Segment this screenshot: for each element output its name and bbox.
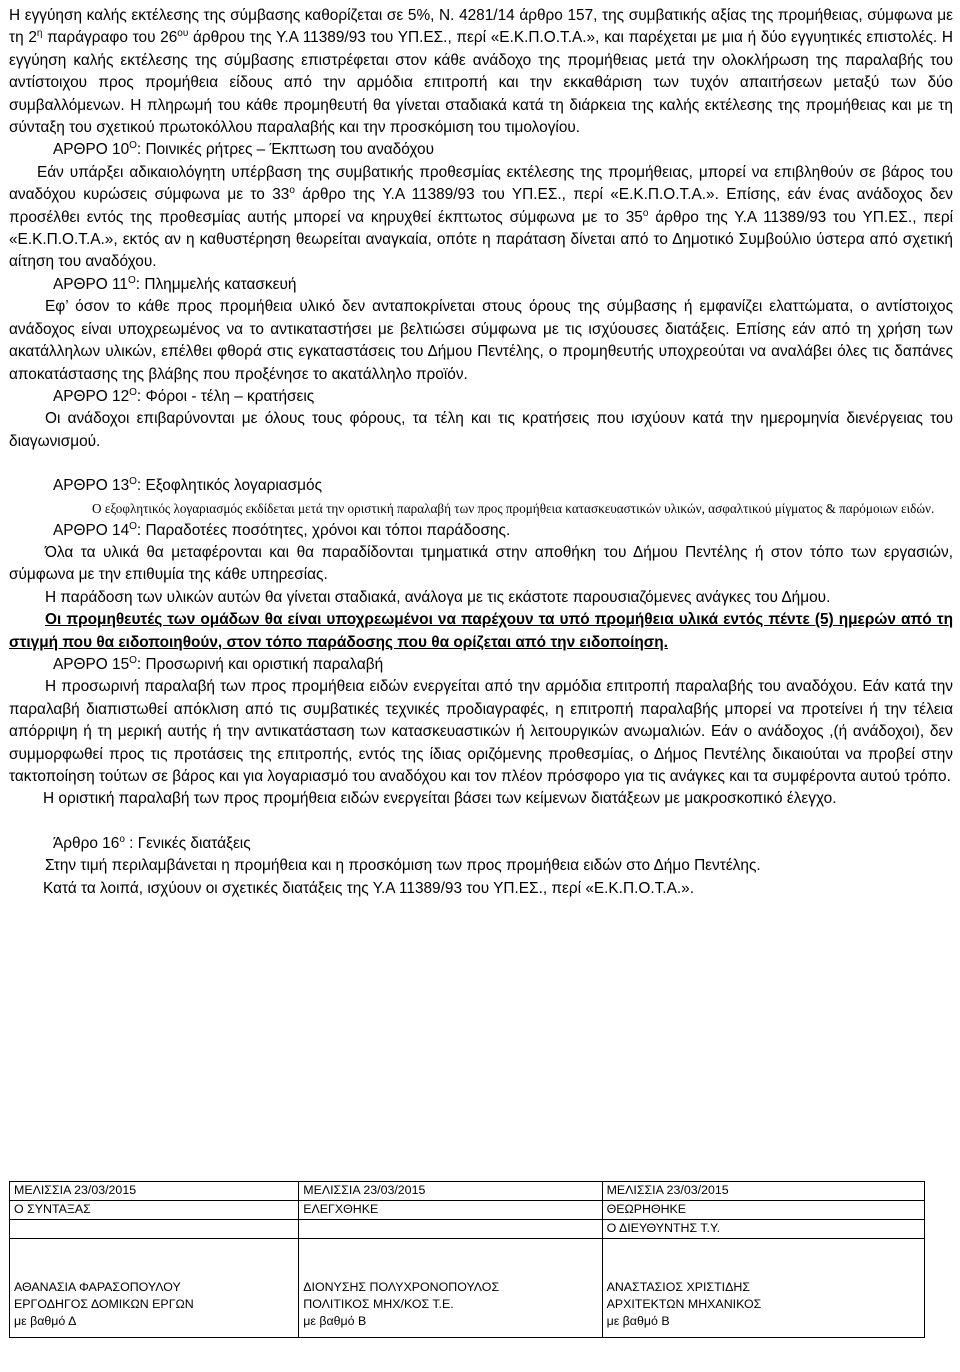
- article-16-text-2: Κατά τα λοιπά, ισχύουν οι σχετικές διατάξεις της Υ.Α 11389/93 του ΥΠ.ΕΣ., περί «Ε.Κ.Π.Ο.Τ.Α.».: [43, 879, 694, 897]
- article-15-text-2: Η οριστική παραλαβή των προς προμήθεια ειδών ενεργείται βάσει των κείμενων διατάξεων με μακροσκοπικό έλεγχο.: [43, 790, 837, 808]
- signatory-block: [10, 1239, 299, 1338]
- document-body: [9, 5, 953, 900]
- signatory-block: [299, 1239, 602, 1338]
- article-14-text-1: Όλα τα υλικά θα μεταφέρονται και θα παραδίδονται τμηματικά στην αποθήκη του Δήμου Πεντέλης ή στον τόπο των εργασιών, σύμφωνα με την επιθυμία της κάθε υπηρεσίας.: [9, 543, 953, 584]
- signature-subtitle: [299, 1220, 602, 1239]
- signature-subtitle: [10, 1220, 299, 1239]
- article-10-text: Εάν υπάρξει αδικαιολόγητη υπέρβαση της συμβατικής προθεσμίας εκτέλεσης της προμήθειας, μπορεί να επιβληθούν σε βάρος του αναδόχου κυρώσεις σύμφωνα με το $33^o$ άρθρο της Υ.Α 11389/93 του ΥΠ.ΕΣ., περί «Ε.Κ.Π.Ο.Τ.Α.». Επίσης, εάν ένας ανάδοχος δεν προσέλθει εντός της προθεσμίας αυτής μπορεί να κηρυχθεί έκπτωτος σύμφωνα με το $35^o$ άρθρο της Υ.Α 11389/93 του ΥΠ.ΕΣ., περί «Ε.Κ.Π.Ο.Τ.Α.», εκτός αν η καθυστέρηση θεωρείται αναγκαία, οπότε η παράταση δίνεται από το Δημοτικό Συμβούλιο ύστερα από σχετική αίτηση του αναδόχου.: [9, 163, 953, 271]
- article-14-heading: ΑΡΘΡΟ $14^O$: Παραδοτέες ποσότητες, χρόνοι και τόποι παράδοσης.: [53, 520, 511, 539]
- signature-title: Ο ΣΥΝΤΑΞΑΣ: [10, 1201, 299, 1220]
- article-10-heading: ΑΡΘΡΟ $10^O$: Ποινικές ρήτρες – Έκπτωση του αναδόχου: [53, 140, 435, 159]
- article-15-heading: ΑΡΘΡΟ $15^O$: Προσωρινή και οριστική παραλαβή: [53, 654, 384, 673]
- article-16-text-1: Στην τιμή περιλαμβάνεται η προμήθεια και η προσκόμιση των προς προμήθεια ειδών στο Δήμο Πεντέλης.: [45, 857, 761, 875]
- signatory-block: [602, 1239, 924, 1338]
- signature-subtitle: Ο ΔΙΕΥΘΥΝΤΗΣ Τ.Υ.: [602, 1220, 924, 1239]
- signatory-name: ΔΙΟΝΥΣΗΣ ΠΟΛΥΧΡΟΝΟΠΟΥΛΟΣ: [303, 1280, 500, 1294]
- guarantee-paragraph: Η εγγύηση καλής εκτέλεσης της σύμβασης καθορίζεται σε 5%, Ν. 4281/14 άρθρο 157, της συμβατικής αξίας της προμήθειας, σύμφωνα με τη $2^\eta$ παράγραφο του $26^{o\upsilon}$ άρθρου της Υ.Α 11389/93 του ΥΠ.ΕΣ., περί «Ε.Κ.Π.Ο.Τ.Α.», και παρέχεται με μια ή δύο εγγυητικές επιστολές. Η εγγύηση καλής εκτέλεσης της σύμβασης επιστρέφεται στον κάθε ανάδοχο της προμήθειας μετά την ολοκλήρωση της παραλαβής του αντίστοιχου προς προμήθεια είδους από την αρμόδια επιτροπή και την εκκαθάριση των τυχόν απαιτήσεων μεταξύ των δύο συμβαλλόμενων. Η πληρωμή του κάθε προμηθευτή θα γίνεται σταδιακά κατά τη διάρκεια της καλής εκτέλεσης της προμήθειας και με τη σύνταξη του σχετικού πρωτοκόλλου παραλαβής και την προσκόμιση του τιμολογίου.: [9, 7, 953, 137]
- signatory-grade: με βαθμό Δ: [14, 1314, 77, 1328]
- signature-date: ΜΕΛΙΣΣΙΑ 23/03/2015: [299, 1182, 602, 1201]
- article-16-heading: Άρθρο $16^o$ : Γενικές διατάξεις: [53, 833, 251, 852]
- signatory-name: ΑΝΑΣΤΑΣΙΟΣ ΧΡΙΣΤΙΔΗΣ: [606, 1280, 750, 1294]
- signatory-role: ΠΟΛΙΤΙΚΟΣ ΜΗΧ/ΚΟΣ Τ.Ε.: [303, 1297, 454, 1311]
- signatory-role: ΕΡΓΟΔΗΓΟΣ ΔΟΜΙΚΩΝ ΕΡΓΩΝ: [14, 1297, 194, 1311]
- article-11-heading: ΑΡΘΡΟ $11^O$: Πλημμελής κατασκευή: [53, 274, 297, 293]
- article-13-text: Ο εξοφλητικός λογαριασμός εκδίδεται μετά την οριστική παραλαβή των προς προμήθεια κατασκευαστικών υλικών, ασφαλτικού μίγματος & παρόμοιων ειδών.: [92, 500, 935, 516]
- signatory-name: ΑΘΑΝΑΣΙΑ ΦΑΡΑΣΟΠΟΥΛΟΥ: [14, 1280, 181, 1294]
- article-12-text: Οι ανάδοχοι επιβαρύνονται με όλους τους φόρους, τα τέλη και τις κρατήσεις που ισχύουν κατά την ημερομηνία διενέργειας του διαγωνισμού.: [9, 410, 953, 450]
- signature-title: ΕΛΕΓΧΘΗΚΕ: [299, 1201, 602, 1220]
- article-15-text-1: Η προσωρινή παραλαβή των προς προμήθεια ειδών ενεργείται από την αρμόδια επιτροπή παραλαβής του αναδόχου. Εάν κατά την παραλαβή διαπιστωθεί απόκλιση από τις συμβατικές τεχνικές προδιαγραφές, η επιτροπή παραλαβής μπορεί να προτείνει ή την τέλεια απόρριψη ή τη μερική αυτής ή την αντικατάσταση των κατασκευαστικών ή λειτουργικών ανωμαλιών. Εάν ο ανάδοχος ,(ή ανάδοχοι), δεν συμμορφωθεί προς τις προτάσεις της επιτροπής, εντός της ίδιας οριζόμενης προθεσμίας, ο Δήμος Πεντέλης δικαιούται να προβεί στην τακτοποίηση τούτων σε βάρος και για λογαριασμό του αναδόχου και τον πλέον πρόσφορο για τις ανάγκες και τα συμφέροντα αυτού τρόπο.: [9, 678, 953, 785]
- signature-date: ΜΕΛΙΣΣΙΑ 23/03/2015: [10, 1182, 299, 1201]
- signatory-role: ΑΡΧΙΤΕΚΤΩΝ ΜΗΧΑΝΙΚΟΣ: [606, 1297, 762, 1311]
- article-11-text: Εφ’ όσον το κάθε προς προμήθεια υλικό δεν ανταποκρίνεται στους όρους της σύμβασης ή εμφανίζει ελαττώματα, ο αντίστοιχος ανάδοχος είναι υποχρεωμένος να το αντικαταστήσει με βελτιώσει σύμφωνα με τις ισχύουσες διατάξεις. Επίσης εάν από τη χρήση των ακατάλληλων υλικών, επέλθει φθορά στις εγκαταστάσεις του Δήμου Πεντέλης, ο προμηθευτής υποχρεούται να αναλάβει όλες τις δαπάνες αποκατάστασης της βλάβης που προξένησε το ακατάλληλο προϊόν.: [9, 298, 953, 383]
- signatory-grade: με βαθμό Β: [303, 1314, 367, 1328]
- signature-title: ΘΕΩΡΗΘΗΚΕ: [602, 1201, 924, 1220]
- article-12-heading: ΑΡΘΡΟ $12^O$: Φόροι - τέλη – κρατήσεις: [53, 386, 315, 405]
- signatory-grade: με βαθμό Β: [606, 1314, 670, 1328]
- signature-table: [9, 1181, 925, 1338]
- article-13-heading: ΑΡΘΡΟ $13^O$: Εξοφλητικός λογαριασμός: [53, 476, 323, 495]
- article-14-text-2: Η παράδοση των υλικών αυτών θα γίνεται σταδιακά, ανάλογα με τις εκάστοτε παρουσιαζόμενες ανάγκες του Δήμου.: [45, 588, 831, 606]
- article-14-text-3: Οι προμηθευτές των ομάδων θα είναι υποχρεωμένοι να παρέχουν τα υπό προμήθεια υλικά εντός πέντε (5) ημερών από τη στιγμή που θα ειδοποιηθούν, στον τόπο παράδοσης που θα ορίζεται από την ειδοποίηση.: [9, 611, 953, 651]
- signature-date: ΜΕΛΙΣΣΙΑ 23/03/2015: [602, 1182, 924, 1201]
